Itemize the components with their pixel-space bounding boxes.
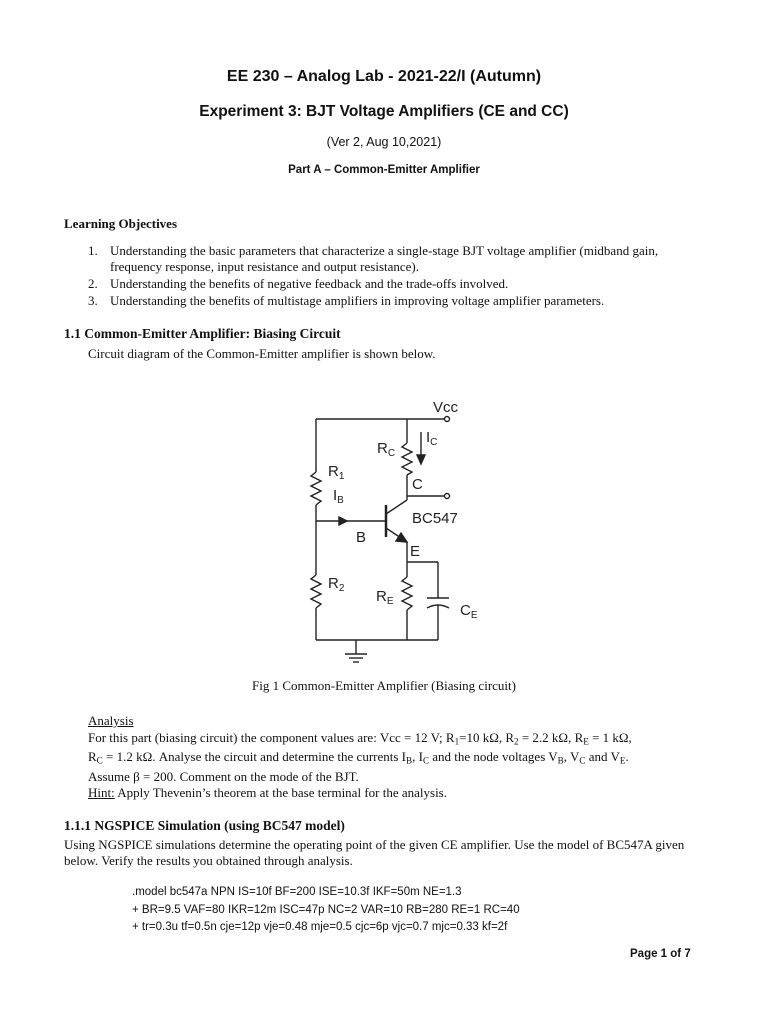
objectives-list	[64, 243, 704, 310]
list-text: Understanding the benefits of negative feedback and the trade-offs involved.	[110, 276, 509, 291]
analysis-line: For this part (biasing circuit) the component values are: Vcc = 12 V; $R_1=10$ kΩ, $R_2 = 2.2$ kΩ, $R_E = 1$ kΩ,	[88, 730, 632, 747]
re-label: $R_E$	[376, 588, 394, 607]
rc-label: $R_C$	[377, 440, 396, 459]
learning-objectives-heading: Learning Objectives	[64, 216, 178, 231]
hint-line	[88, 785, 698, 801]
emitter-arrow-icon	[396, 533, 407, 542]
section-intro-text: Circuit diagram of the Common-Emitter amplifier is shown below.	[88, 346, 436, 361]
course-title: EE 230 – Analog Lab - 2021-22/I (Autumn)	[226, 68, 542, 85]
transistor-collector-lead	[386, 500, 407, 514]
collector-output-terminal	[445, 494, 450, 499]
ce-amplifier-circuit-diagram	[280, 392, 480, 672]
analysis-line: Assume β = 200. Comment on the mode of the BJT.	[88, 768, 359, 784]
r1-label: $R_1$	[328, 463, 345, 482]
version-line: (Ver 2, Aug 10,2021)	[326, 135, 442, 149]
list-number: 3.	[88, 293, 98, 308]
ic-label: $I_C$	[426, 429, 438, 448]
vcc-terminal	[445, 417, 450, 422]
ib-arrow-icon	[339, 517, 347, 525]
page-number: Page 1 of 7	[630, 948, 691, 960]
list-text: Understanding the basic parameters that characterize a single-stage BJT voltage amplifier (midband gain, frequency response, input resistance and output resistance).	[110, 243, 659, 274]
collector-node-label: C	[412, 476, 423, 493]
transistor-label: BC547	[412, 510, 458, 527]
part-title: Part A – Common-Emitter Amplifier	[288, 164, 480, 176]
ce-label: $C_E$	[460, 602, 478, 621]
model-code-line: + tr=0.3u tf=0.5n cje=12p vje=0.48 mje=0.5 cjc=6p vjc=0.7 mjc=0.33 kf=2f	[132, 921, 508, 933]
analysis-line: $R_C = 1.2$ kΩ. Analyse the circuit and determine the currents $I_B$, $I_C$ and the node voltages $V_B$, $V_C$ and $V_E$.	[88, 749, 629, 766]
r2-resistor	[311, 575, 321, 608]
model-code-line: .model bc547a NPN IS=10f BF=200 ISE=10.3f IKF=50m NE=1.3	[132, 886, 462, 898]
analysis-heading: Analysis	[88, 713, 134, 728]
list-text: Understanding the benefits of multistage amplifiers in improving voltage amplifier parameters.	[110, 293, 605, 308]
section-1-1-1-text: Using NGSPICE simulations determine the operating point of the given CE amplifier. Use the model of BC547A given below. Verify the results you obtained through analysis.	[64, 837, 685, 868]
r2-label: $R_2$	[328, 575, 345, 594]
list-number: 2.	[88, 276, 98, 291]
hint-text: Apply Thevenin’s theorem at the base terminal for the analysis.	[114, 784, 447, 800]
list-item	[64, 276, 704, 292]
ic-arrow-icon	[417, 455, 425, 464]
analysis-paragraph	[88, 730, 698, 801]
base-node-label: B	[356, 529, 367, 546]
emitter-node-label: E	[410, 543, 421, 560]
list-number: 1.	[88, 243, 98, 258]
r1-resistor	[311, 472, 321, 505]
figure-caption: Fig 1 Common-Emitter Amplifier (Biasing circuit)	[252, 678, 516, 693]
experiment-title: Experiment 3: BJT Voltage Amplifiers (CE and CC)	[199, 103, 569, 120]
re-resistor	[402, 577, 412, 610]
list-item	[64, 293, 704, 309]
hint-label: Hint:	[88, 784, 115, 800]
section-heading-1-1-1: 1.1.1 NGSPICE Simulation (using BC547 model)	[64, 818, 345, 833]
ib-label: $I_B$	[333, 487, 344, 506]
model-code-line: + BR=9.5 VAF=80 IKR=12m ISC=47p NC=2 VAR=10 RB=280 RE=1 RC=40	[132, 904, 520, 916]
vcc-label: Vcc	[433, 399, 459, 416]
list-item	[64, 243, 704, 275]
section-heading-1-1: 1.1 Common-Emitter Amplifier: Biasing Circuit	[64, 326, 341, 341]
rc-resistor	[402, 443, 412, 475]
